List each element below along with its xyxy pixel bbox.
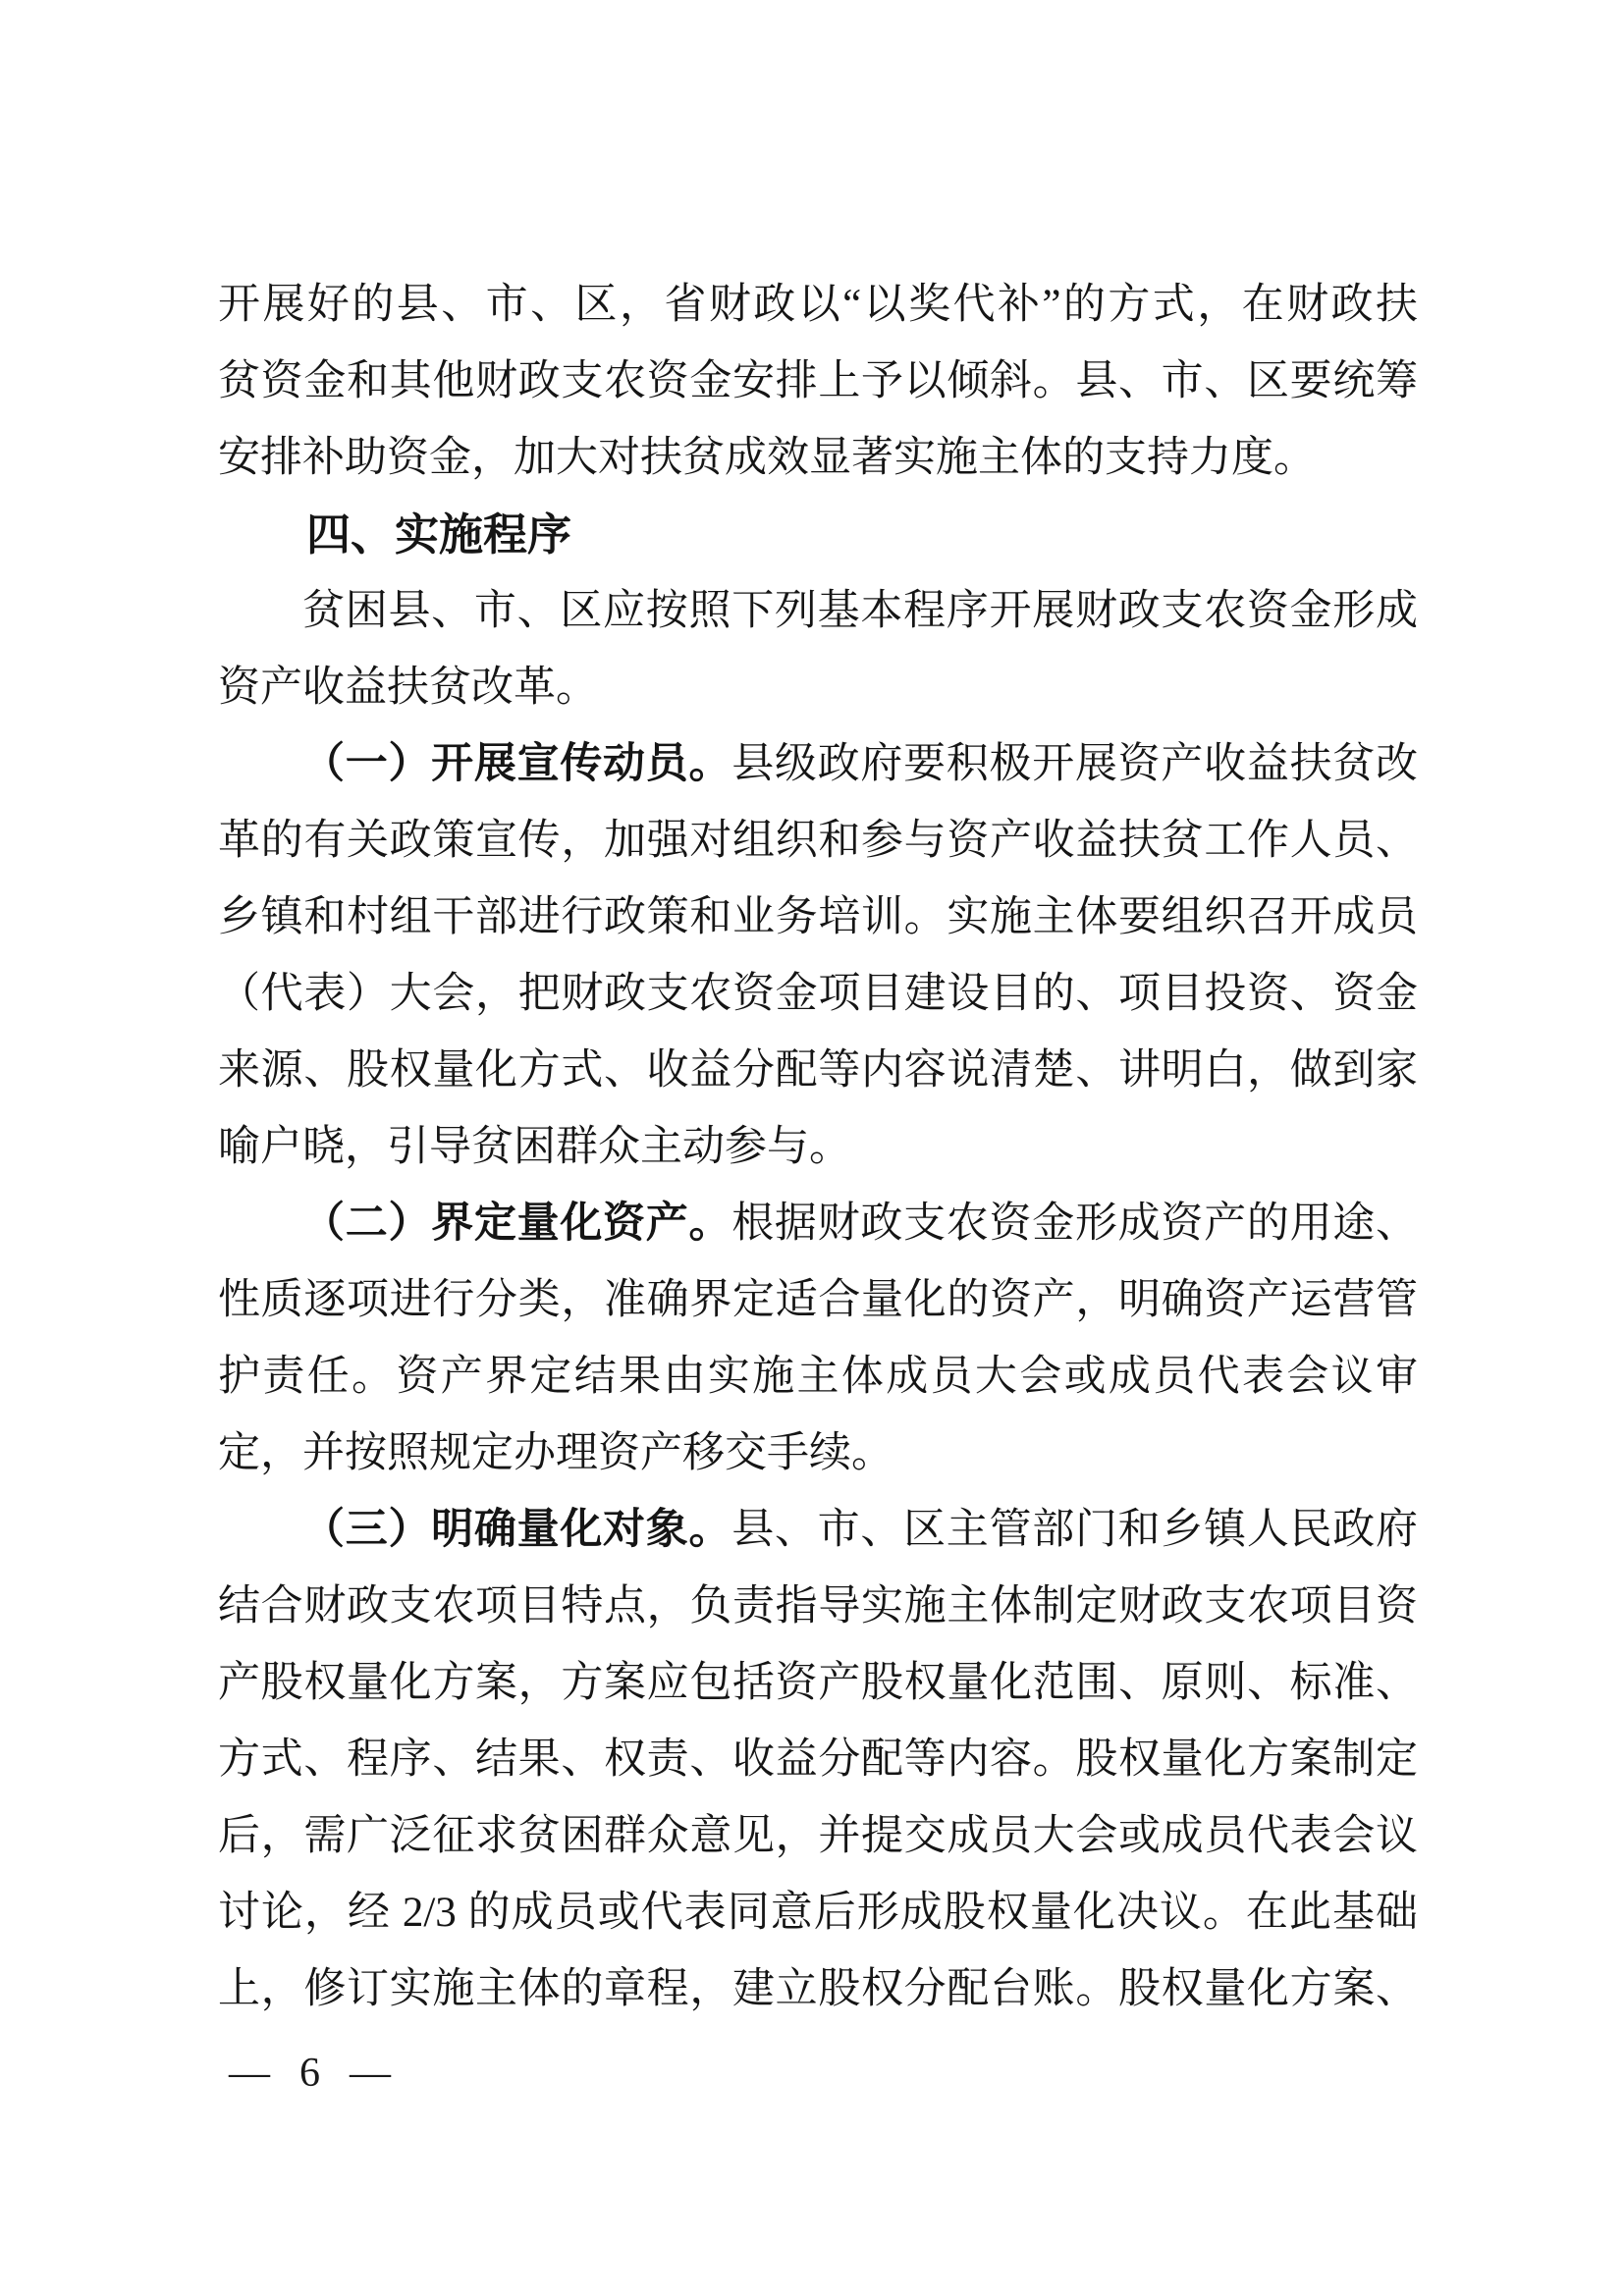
line-text: 根据财政支农资金形成资产的用途、 xyxy=(731,1201,1418,1247)
footer-dash-right: — xyxy=(350,2051,391,2096)
text-line: 贫资金和其他财政支农资金安排上予以倾斜。县、市、区要统筹 xyxy=(218,358,1418,404)
text-block xyxy=(218,267,1418,2028)
text-line: 资产收益扶贫改革。 xyxy=(218,665,598,711)
text-line: 方式、程序、结果、权责、收益分配等内容。股权量化方案制定 xyxy=(218,1736,1418,1783)
text-line xyxy=(218,1492,1418,1569)
text-line: 后，需广泛征求贫困群众意见，并提交成员大会或成员代表会议 xyxy=(218,1813,1418,1859)
section-heading: 四、实施程序 xyxy=(306,509,572,560)
paragraph-lead-bold: （一）开展宣传动员。 xyxy=(302,741,732,787)
text-line: 贫困县、市、区应按照下列基本程序开展财政支农资金形成 xyxy=(302,588,1418,634)
text-line: 乡镇和村组干部进行政策和业务培训。实施主体要组织召开成员 xyxy=(218,894,1418,940)
text-line: 护责任。资产界定结果由实施主体成员大会或成员代表会议审 xyxy=(218,1354,1418,1400)
footer-page-number: 6 xyxy=(299,2051,320,2096)
text-line xyxy=(218,1186,1418,1262)
text-line: 性质逐项进行分类，准确界定适合量化的资产，明确资产运营管 xyxy=(218,1277,1418,1323)
paragraph-lead-bold: （三）明确量化对象。 xyxy=(302,1507,732,1553)
text-line: 来源、股权量化方式、收益分配等内容说清楚、讲明白，做到家 xyxy=(218,1047,1418,1094)
text-line: 上，修订实施主体的章程，建立股权分配台账。股权量化方案、 xyxy=(218,1966,1418,2012)
footer-dash-left: — xyxy=(229,2051,270,2096)
line-text: 县级政府要积极开展资产收益扶贫改 xyxy=(731,741,1418,787)
text-line: （代表）大会，把财政支农资金项目建设目的、项目投资、资金 xyxy=(218,971,1418,1017)
text-line: 讨论，经 2/3 的成员或代表同意后形成股权量化决议。在此基础 xyxy=(218,1890,1418,1936)
text-line: 结合财政支农项目特点，负责指导实施主体制定财政支农项目资 xyxy=(218,1583,1418,1629)
page-number-footer xyxy=(229,2044,391,2103)
text-line xyxy=(218,726,1418,803)
text-line: 喻户晓，引导贫困群众主动参与。 xyxy=(218,1124,851,1170)
text-line: 安排补助资金，加大对扶贫成效显著实施主体的支持力度。 xyxy=(218,435,1316,481)
paragraph-lead-bold: （二）界定量化资产。 xyxy=(302,1201,732,1247)
line-text: 县、市、区主管部门和乡镇人民政府 xyxy=(731,1507,1418,1553)
text-line: 革的有关政策宣传，加强对组织和参与资产收益扶贫工作人员、 xyxy=(218,818,1418,864)
text-line: 产股权量化方案，方案应包括资产股权量化范围、原则、标准、 xyxy=(218,1660,1418,1706)
text-line: 开展好的县、市、区，省财政以“以奖代补”的方式，在财政扶 xyxy=(218,282,1418,328)
text-line: 定，并按照规定办理资产移交手续。 xyxy=(218,1430,893,1476)
